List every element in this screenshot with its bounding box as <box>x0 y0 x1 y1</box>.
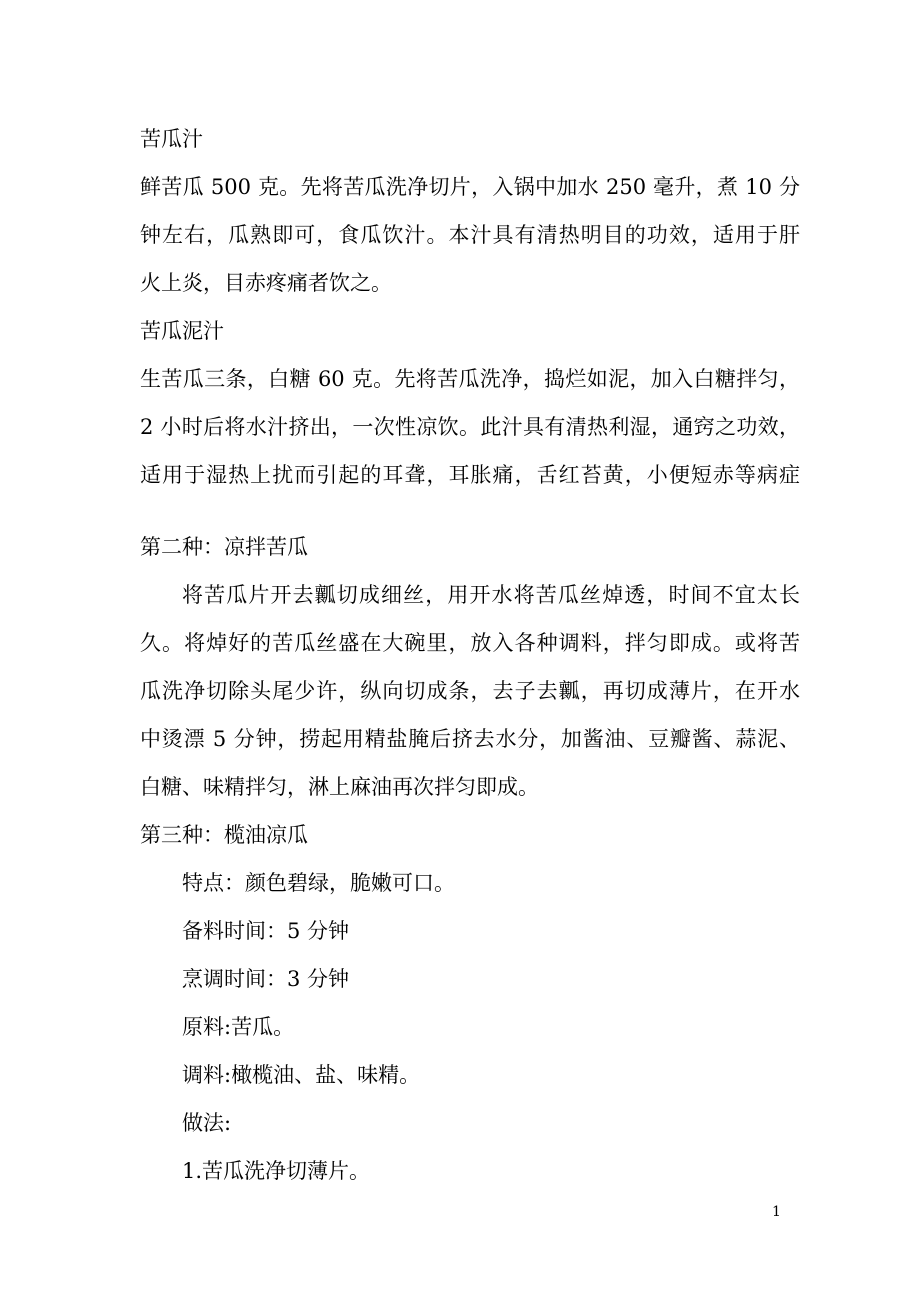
list-item: 1.苦瓜洗净切薄片。 <box>182 1159 371 1183</box>
section-title-kugua-juice: 苦瓜汁 <box>140 127 203 151</box>
paragraph-line: 钟左右，瓜熟即可，食瓜饮汁。本汁具有清热明目的功效，适用于肝 <box>140 223 800 247</box>
paragraph-line: 白糖、味精拌匀，淋上麻油再次拌匀即成。 <box>140 775 539 799</box>
list-item: 烹调时间：3 分钟 <box>182 967 350 991</box>
section-title-kugua-puree-juice: 苦瓜泥汁 <box>140 319 224 343</box>
paragraph-line: 生苦瓜三条，白糖 60 克。先将苦瓜洗净，捣烂如泥，加入白糖拌匀， <box>140 367 800 391</box>
paragraph-line: 中烫漂 5 分钟，捞起用精盐腌后挤去水分，加酱油、豆瓣酱、蒜泥、 <box>140 727 800 751</box>
section-title-cold-mixed-kugua: 第二种：凉拌苦瓜 <box>140 535 308 559</box>
list-item: 做法: <box>182 1111 232 1135</box>
list-item: 原料:苦瓜。 <box>182 1015 295 1039</box>
section-title-olive-oil-kugua: 第三种：榄油凉瓜 <box>140 823 308 847</box>
list-item: 特点：颜色碧绿，脆嫩可口。 <box>182 871 455 895</box>
list-item: 备料时间：5 分钟 <box>182 919 350 943</box>
list-item: 调料:橄榄油、盐、味精。 <box>182 1063 421 1087</box>
paragraph-line: 火上炎，目赤疼痛者饮之。 <box>140 271 392 295</box>
paragraph-line: 鲜苦瓜 500 克。先将苦瓜洗净切片，入锅中加水 250 毫升，煮 10 分 <box>140 175 800 199</box>
paragraph-line: 瓜洗净切除头尾少许，纵向切成条，去子去瓤，再切成薄片，在开水 <box>140 679 800 703</box>
paragraph-line: 将苦瓜片开去瓤切成细丝，用开水将苦瓜丝焯透，时间不宜太长 <box>182 583 800 607</box>
paragraph-line: 2 小时后将水汁挤出，一次性凉饮。此汁具有清热利湿，通窍之功效， <box>140 415 800 439</box>
page-number: 1 <box>772 1204 781 1220</box>
paragraph-line: 适用于湿热上扰而引起的耳聋，耳胀痛，舌红苔黄，小便短赤等病症 <box>140 463 800 487</box>
paragraph-line: 久。将焯好的苦瓜丝盛在大碗里，放入各种调料，拌匀即成。或将苦 <box>140 631 800 655</box>
